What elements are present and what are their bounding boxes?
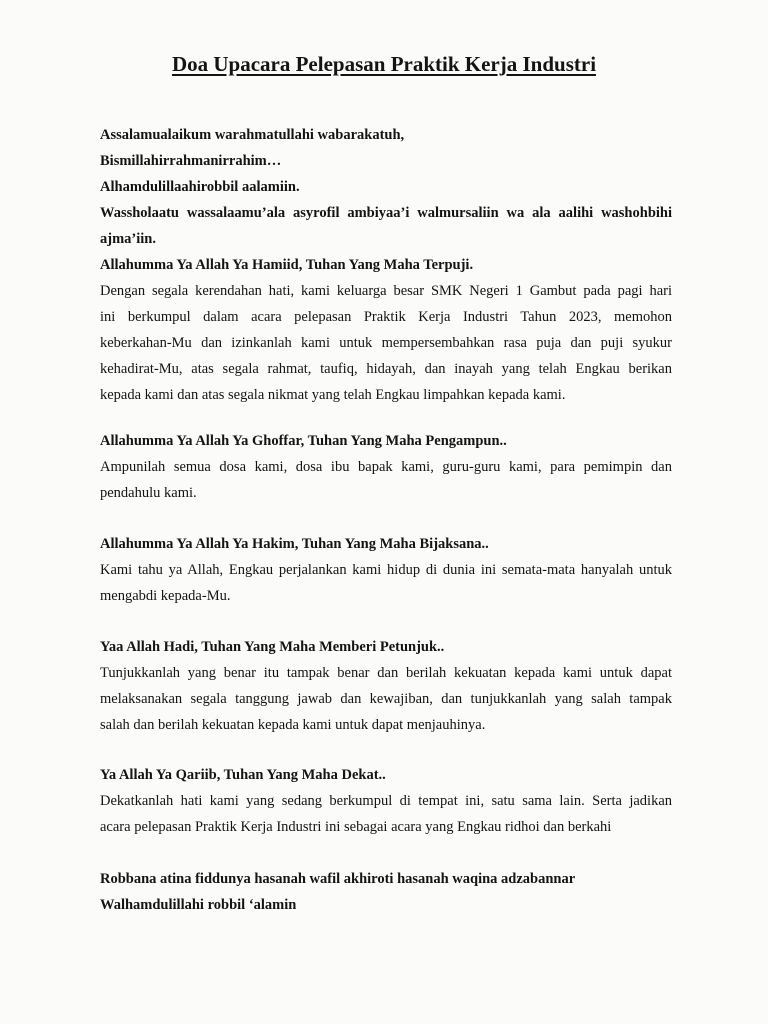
paragraph-line: salah dan berilah kekuatan kepada kami untuk dapat menjauhinya.: [100, 717, 486, 733]
section-heading: Allahumma Ya Allah Ya Hamiid, Tuhan Yang Maha Terpuji.: [100, 257, 474, 273]
section-heading: Allahumma Ya Allah Ya Hakim, Tuhan Yang Maha Bijaksana..: [100, 536, 489, 552]
opening-line-3: Alhamdulillaahirobbil aalamiin.: [100, 179, 300, 195]
opening-line-2: Bismillahirrahmanirrahim…: [100, 153, 282, 169]
section-heading: Yaa Allah Hadi, Tuhan Yang Maha Memberi Petunjuk..: [100, 639, 445, 655]
opening-line-5: ajma’iin.: [100, 231, 156, 247]
closing-line-1: Robbana atina fiddunya hasanah wafil akhiroti hasanah waqina adzabannar: [100, 871, 576, 887]
closing-block: [100, 866, 672, 918]
paragraph-line: ini berkumpul dalam acara pelepasan Praktik Kerja Industri Tahun 2023, memohon: [100, 309, 672, 325]
paragraph-line: Ampunilah semua dosa kami, dosa ibu bapak kami, guru-guru kami, para pemimpin dan: [100, 459, 672, 475]
section-heading: Allahumma Ya Allah Ya Ghoffar, Tuhan Yang Maha Pengampun..: [100, 433, 507, 449]
opening-line-1: Assalamualaikum warahmatullahi wabarakatuh,: [100, 127, 405, 143]
paragraph-line: pendahulu kami.: [100, 485, 197, 501]
opening-line-4: Wassholaatu wassalaamu’ala asyrofil ambiyaa’i walmursaliin wa ala aalihi washohbihi: [100, 205, 672, 221]
section-ghoffar: [100, 428, 672, 506]
section-heading: Ya Allah Ya Qariib, Tuhan Yang Maha Dekat..: [100, 767, 386, 783]
paragraph-line: melaksanakan segala tanggung jawab dan kewajiban, dan tunjukkanlah yang salah tampak: [100, 691, 672, 707]
section-hadi: [100, 634, 672, 738]
paragraph-line: kepada kami dan atas segala nikmat yang telah Engkau limpahkan kepada kami.: [100, 387, 566, 403]
paragraph-line: Tunjukkanlah yang benar itu tampak benar dan berilah kekuatan kepada kami untuk dapat: [100, 665, 672, 681]
paragraph-line: acara pelepasan Praktik Kerja Industri ini sebagai acara yang Engkau ridhoi dan berkahi: [100, 819, 612, 835]
section-hakim: [100, 531, 672, 609]
paragraph-line: Dekatkanlah hati kami yang sedang berkumpul di tempat ini, satu sama lain. Serta jadikan: [100, 793, 672, 809]
section-hamiid: [100, 252, 672, 408]
paragraph-line: mengabdi kepada-Mu.: [100, 588, 231, 604]
paragraph-line: Kami tahu ya Allah, Engkau perjalankan kami hidup di dunia ini semata-mata hanyalah untuk: [100, 562, 672, 578]
page-title: Doa Upacara Pelepasan Praktik Kerja Industri: [171, 52, 597, 76]
opening-block: [100, 122, 672, 252]
paragraph-line: keberkahan-Mu dan izinkanlah kami untuk mempersembahkan rasa puja dan puji syukur: [100, 335, 672, 351]
section-qariib: [100, 762, 672, 840]
paragraph-line: kehadirat-Mu, atas segala rahmat, taufiq, hidayah, dan inayah yang telah Engkau berikan: [100, 361, 672, 377]
closing-line-2: Walhamdulillahi robbil ‘alamin: [100, 897, 297, 913]
paragraph-line: Dengan segala kerendahan hati, kami keluarga besar SMK Negeri 1 Gambut pada pagi hari: [100, 283, 672, 299]
